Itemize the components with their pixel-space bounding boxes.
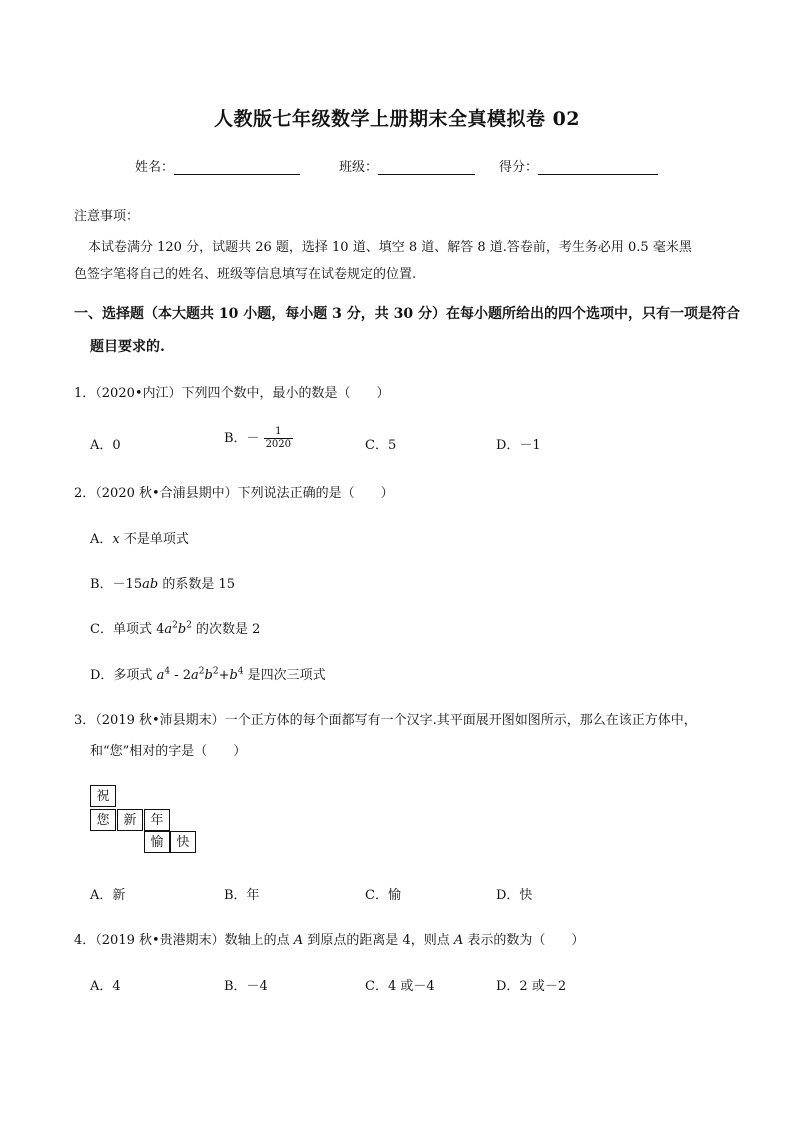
q2-b-suffix: 的系数是 15 [158, 577, 235, 592]
q2-a-suffix: 不是单项式 [119, 532, 189, 547]
q1-option-d[interactable]: D．－1 [496, 438, 541, 453]
name-blank[interactable] [174, 158, 300, 175]
q2-a-var: x [112, 532, 120, 547]
q2-c-a: a [164, 622, 173, 637]
q1-option-b-prefix: B．－ [224, 431, 260, 446]
q2-d-e1: 4 [164, 666, 171, 677]
q2-c-exp1: 2 [172, 620, 178, 631]
q2-b-prefix: B．－15 [90, 577, 143, 592]
q2-d-e2: 2 [198, 666, 205, 677]
class-blank[interactable] [378, 158, 475, 175]
q2-option-a[interactable] [90, 528, 189, 547]
q3-option-b[interactable]: B．年 [224, 888, 260, 903]
net-cell-nin: 您 [90, 809, 116, 831]
notice-body [74, 234, 734, 288]
net-cell-xin: 新 [117, 809, 143, 831]
q4-stem-mid: 到原点的距离是 4，则点 [303, 933, 454, 948]
q1-option-b[interactable] [224, 426, 293, 451]
q2-d-e4: 4 [237, 666, 244, 677]
score-blank[interactable] [538, 158, 658, 175]
q4-option-d[interactable]: D．2 或－2 [496, 979, 567, 994]
class-field[interactable] [339, 156, 475, 175]
q2-option-c[interactable] [90, 618, 260, 637]
q2-d-b3: b [229, 668, 238, 683]
name-field[interactable] [135, 156, 300, 175]
q2-c-prefix: C．单项式 4 [90, 622, 165, 637]
q2-d-b2: b [204, 668, 213, 683]
score-field[interactable] [499, 156, 658, 175]
q4-point-a-2: A [453, 933, 464, 948]
cube-net-figure [90, 785, 200, 857]
q2-d-a1: a [156, 668, 165, 683]
q1-fraction-numerator: 1 [264, 426, 293, 439]
notice-line-2: 色签字笔将自己的姓名、班级等信息填写在试卷规定的位置. [74, 267, 417, 282]
q4-stem-prefix: 4．（2019 秋•贵港期末）数轴上的点 [74, 933, 294, 948]
q2-c-exp2: 2 [186, 620, 192, 631]
q4-stem-suffix: 表示的数为（ ） [463, 933, 585, 948]
net-cell-zhu: 祝 [90, 785, 116, 807]
net-cell-yu: 愉 [144, 831, 170, 853]
q2-d-prefix: D．多项式 [90, 668, 157, 683]
q2-d-mid1: - 2 [170, 668, 191, 683]
q2-d-suffix: 是四次三项式 [243, 668, 326, 683]
q3-option-a[interactable]: A．新 [90, 888, 126, 903]
q2-c-suffix: 的次数是 2 [191, 622, 261, 637]
q1-fraction-denominator: 2020 [265, 439, 292, 450]
section-1-heading-line-2: 题目要求的. [90, 339, 165, 355]
question-4-stem [74, 929, 584, 948]
q4-option-c[interactable]: C．4 或－4 [365, 979, 435, 994]
class-label: 班级： [339, 160, 379, 175]
net-cell-kuai: 快 [170, 831, 196, 853]
q2-a-prefix: A． [90, 532, 113, 547]
q4-point-a-1: A [293, 933, 304, 948]
page-title: 人教版七年级数学上册期末全真模拟卷 02 [213, 108, 581, 130]
q3-option-c[interactable]: C．愉 [365, 888, 401, 903]
question-3-stem-line-1: 3．（2019 秋•沛县期末）一个正方体的每个面都写有一个汉字.其平面展开图如图所示，那么在该正方体中， [74, 713, 697, 728]
score-label: 得分： [499, 160, 539, 175]
q1-option-a[interactable]: A．0 [90, 438, 121, 453]
q2-d-plus: + [218, 668, 230, 683]
notice-heading: 注意事项： [74, 209, 140, 224]
q4-option-a[interactable]: A．4 [90, 979, 121, 994]
question-2-stem: 2．（2020 秋•合浦县期中）下列说法正确的是（ ） [74, 486, 394, 501]
q2-option-d[interactable] [90, 664, 326, 683]
q4-option-b[interactable]: B．－4 [224, 979, 268, 994]
q3-option-d[interactable]: D．快 [496, 888, 533, 903]
q1-option-c[interactable]: C．5 [365, 438, 397, 453]
q2-d-e3: 2 [212, 666, 219, 677]
q1-fraction [264, 426, 293, 451]
name-label: 姓名： [135, 160, 175, 175]
q2-c-b: b [177, 622, 187, 637]
q2-option-b[interactable] [90, 573, 235, 592]
q2-b-var: ab [142, 577, 159, 592]
question-3-stem-line-2: 和“您”相对的字是（ ） [90, 744, 247, 759]
net-cell-nian: 年 [144, 809, 170, 831]
notice-line-1: 本试卷满分 120 分，试题共 26 题，选择 10 道、填空 8 道、解答 8 道.答卷前，考生务必用 0.5 毫米黑 [88, 240, 692, 255]
question-1-stem: 1．（2020•内江）下列四个数中，最小的数是（ ） [74, 386, 390, 401]
section-1-heading-line-1: 一、选择题（本大题共 10 小题，每小题 3 分，共 30 分）在每小题所给出的四个选项中，只有一项是符合 [74, 306, 740, 322]
q2-d-a2: a [191, 668, 199, 683]
